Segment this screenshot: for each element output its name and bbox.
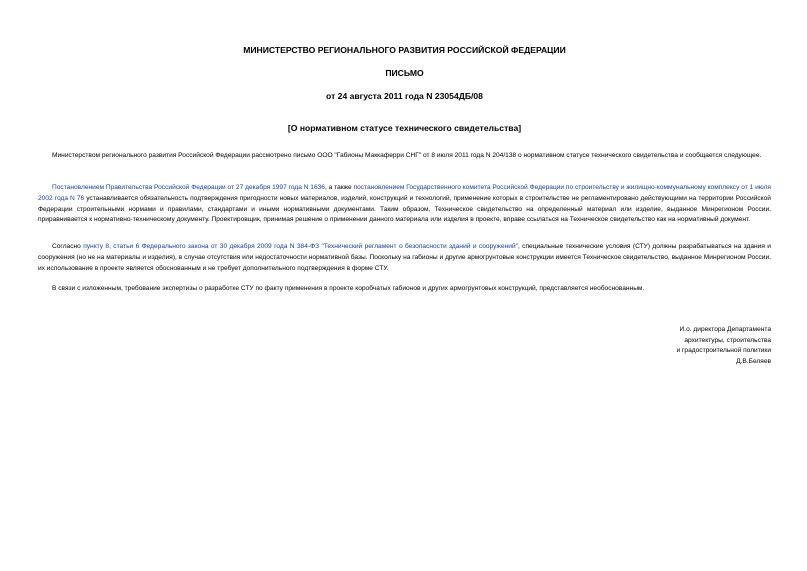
date-number-heading: от 24 августа 2011 года N 23054ДБ/08: [326, 91, 483, 101]
paragraph-3-text-2: , специальные технические условия (СТУ) должны разрабатываться на здания и сооружения (но не на материалы и изделия), в случае отсутствия или недостаточности нормативной базы. Поскольку на габионы и другие армогрунтовые конструкции имеется Техническое свидетельство, выданное Минрегионом России, их использование в проекте является обоснованным и не требует дополнительного подтверждения в форме СТУ.: [38, 243, 771, 272]
signature-position-line-2: архитектуры, строительства: [684, 337, 771, 344]
paragraph-3: [38, 242, 771, 274]
paragraph-1: Министерством регионального развития Российской Федерации рассмотрено письмо ООО "Габионы Маккаферри СНГ" от 8 июля 2011 года N 204/138 о нормативном статусе технического свидетельства и сообщается следующее.: [52, 152, 762, 159]
signature-position-line-1: И.о. директора Департамента: [679, 326, 771, 333]
document-page: [38, 0, 771, 571]
government-resolution-link[interactable]: Постановлением Правительства Российской Федерации от 27 декабря 1997 года N 1636: [52, 184, 325, 191]
ministry-heading: МИНИСТЕРСТВО РЕГИОНАЛЬНОГО РАЗВИТИЯ РОССИЙСКОЙ ФЕДЕРАЦИИ: [243, 45, 566, 55]
paragraph-4: В связи с изложенным, требование экспертизы о разработке СТУ по факту применения в проекте коробчатых габионов и других армогрунтовых конструкций, представляется необоснованным.: [52, 285, 645, 292]
gosstroy-resolution-link[interactable]: постановлением Государственного комитета Российской Федерации по строительству и жилищно-коммунальному комплексу от 1 июля 2002 года N 76: [38, 184, 771, 202]
document-type-heading: ПИСЬМО: [385, 68, 424, 78]
paragraph-2: [38, 183, 771, 226]
paragraph-2-text-2: устанавливается обязательность подтверждения пригодности новых материалов, изделий, конструкций и технологий, применение которых в строительстве не регламентировано действующими на территории Российской Федерации строительными нормами и правилами, стандартами и иными нормативными документами. Таким образом, Техническое свидетельство на определенный материал или изделие, выданное Минрегионом России, приравнивается к нормативно-техническому документу. Проектировщик, принимая решение о применении данного материала или изделия в проекте, вправе ссылаться на Техническое свидетельство как на нормативный документ.: [38, 194, 771, 224]
subject-heading: [О нормативном статусе технического свидетельства]: [287, 123, 522, 133]
signature-position-line-3: и градостроительной политики: [676, 347, 771, 354]
paragraph-2-text-1: , а также: [324, 184, 354, 191]
federal-law-link[interactable]: пункту 8, статьи 6 Федерального закона от 30 декабря 2009 года N 384-ФЗ "Технический регламент о безопасности зданий и сооружений": [83, 243, 518, 250]
signatory-name: Д.В.Беляев: [736, 358, 771, 365]
paragraph-3-text-1: Согласно: [52, 243, 84, 250]
